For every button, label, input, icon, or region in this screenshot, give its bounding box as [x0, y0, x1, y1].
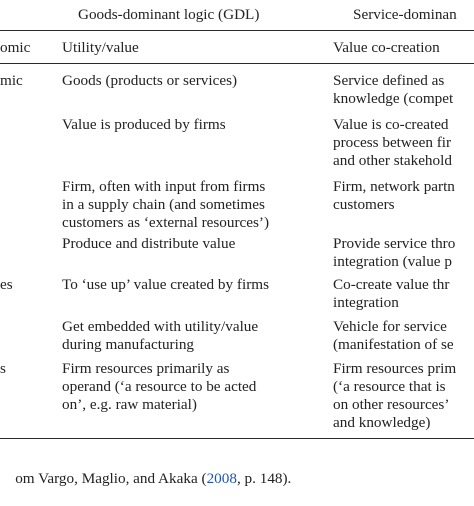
row7-col2-line2: during manufacturing	[62, 336, 195, 353]
row7-col3-line2: (manifestation of se	[333, 336, 454, 353]
row6-col3-line1: Co-create value thr	[333, 276, 450, 293]
row8-col3-line2: (‘a resource that is	[333, 378, 446, 395]
row3-col3-line3: and other stakehold	[333, 152, 452, 169]
row7-col3-line1: Vehicle for service	[333, 318, 447, 335]
row4-col3-line1: Firm, network partn	[333, 178, 455, 195]
row6-col3-line2: integration	[333, 294, 399, 311]
source-year-link[interactable]: 2008	[206, 470, 237, 487]
source-note	[0, 452, 291, 506]
row3-col3-line1: Value is co-created	[333, 116, 449, 133]
row1-col3: Value co-creation	[333, 39, 440, 56]
row4-col2-line1: Firm, often with input from firms	[62, 178, 266, 195]
row8-col2-line1: Firm resources primarily as	[62, 360, 230, 377]
row2-col3-line2: knowledge (compet	[333, 90, 454, 107]
row1-col2: Utility/value	[62, 39, 139, 56]
row2-col3-line1: Service defined as	[333, 72, 445, 89]
row4-col2-line3: customers as ‘external resources’)	[62, 214, 270, 231]
row5-col2: Produce and distribute value	[62, 235, 236, 252]
row7-col2-line1: Get embedded with utility/value	[62, 318, 259, 335]
source-prefix: om Vargo, Maglio, and Akaka (	[15, 470, 207, 487]
row6-col1: es	[0, 276, 13, 293]
row3-col3-line2: process between fir	[333, 134, 452, 151]
row8-col3-line1: Firm resources prim	[333, 360, 457, 377]
row3-col2: Value is produced by firms	[62, 116, 226, 133]
row8-col3-line3: on other resources’	[333, 396, 450, 413]
source-suffix: , p. 148).	[236, 470, 292, 487]
row1-rule	[0, 63, 474, 64]
row2-col2: Goods (products or services)	[62, 72, 238, 89]
row8-col1: s	[0, 360, 6, 377]
row5-col3-line1: Provide service thro	[333, 235, 456, 252]
row2-col1: mic	[0, 72, 23, 89]
row8-col3-line4: and knowledge)	[333, 414, 431, 431]
row4-col3-line2: customers	[333, 196, 395, 213]
row6-col2: To ‘use up’ value created by firms	[62, 276, 269, 293]
header-gdl: Goods-dominant logic (GDL)	[78, 6, 260, 23]
row1-col1: omic	[0, 39, 31, 56]
bottom-rule	[0, 438, 474, 439]
row8-col2-line3: on’, e.g. raw material)	[62, 396, 197, 413]
row5-col3-line2: integration (value p	[333, 253, 452, 270]
row4-col2-line2: in a supply chain (and sometimes	[62, 196, 265, 213]
row8-col2-line2: operand (‘a resource to be acted	[62, 378, 257, 395]
header-sdl: Service-dominan	[353, 6, 457, 23]
header-rule	[0, 30, 474, 31]
